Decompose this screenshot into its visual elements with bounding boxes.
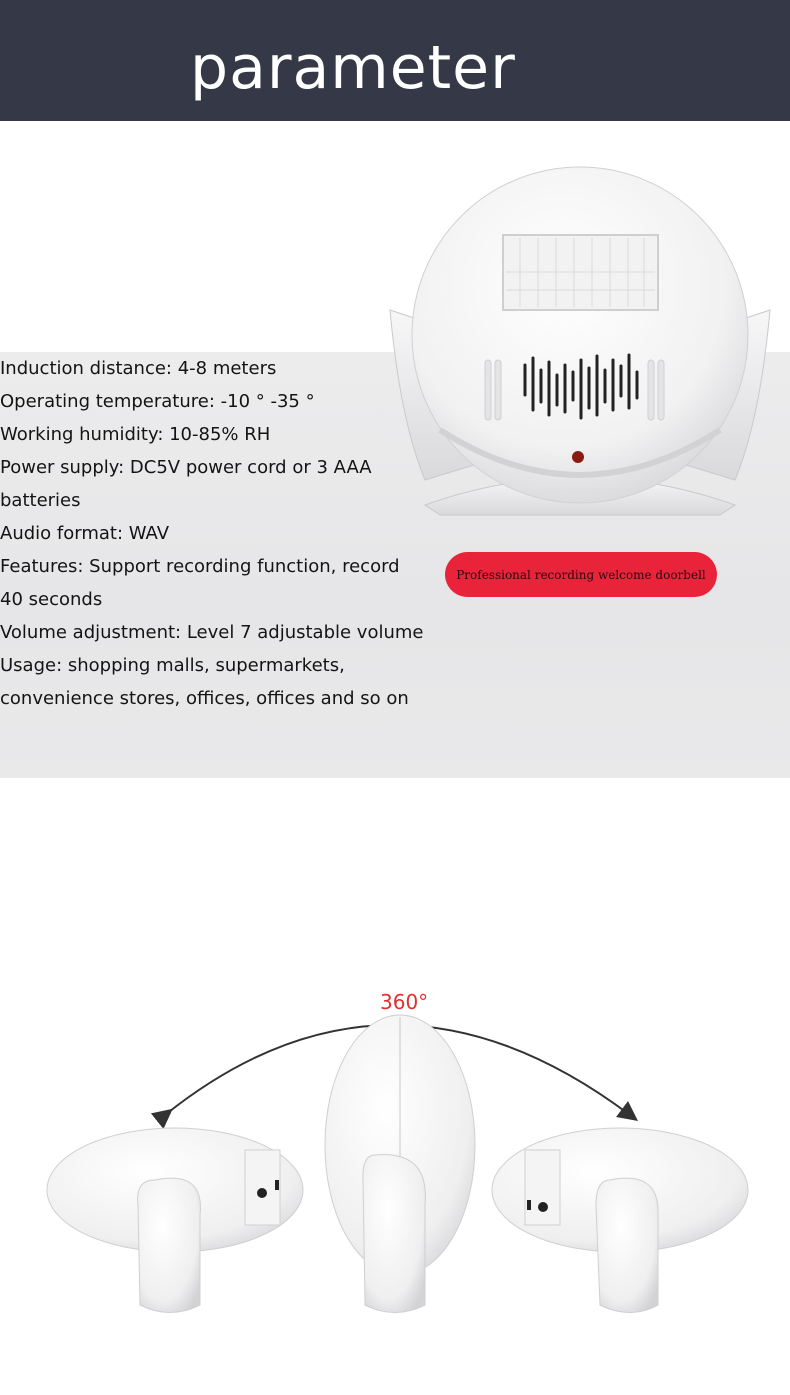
spec-line: Audio format: WAV — [0, 523, 170, 544]
rotation-views-image — [30, 975, 770, 1315]
spec-line: batteries — [0, 490, 81, 511]
spec-line: Working humidity: 10-85% RH — [0, 424, 271, 445]
spec-line: Operating temperature: -10 ° -35 ° — [0, 391, 315, 412]
spec-line: Usage: shopping malls, supermarkets, — [0, 655, 345, 676]
page-title: parameter — [190, 33, 516, 103]
spec-line: 40 seconds — [0, 589, 103, 610]
spec-line: Power supply: DC5V power cord or 3 AAA — [0, 457, 372, 478]
spec-line: convenience stores, offices, offices and so on — [0, 688, 409, 709]
product-badge: Professional recording welcome doorbell — [445, 552, 717, 597]
rotation-label: 360° — [380, 990, 429, 1014]
spec-list — [0, 352, 470, 715]
header-banner — [0, 0, 790, 121]
spec-line: Features: Support recording function, record — [0, 556, 400, 577]
spec-line: Induction distance: 4-8 meters — [0, 358, 277, 379]
spec-line: Volume adjustment: Level 7 adjustable volume — [0, 622, 424, 643]
